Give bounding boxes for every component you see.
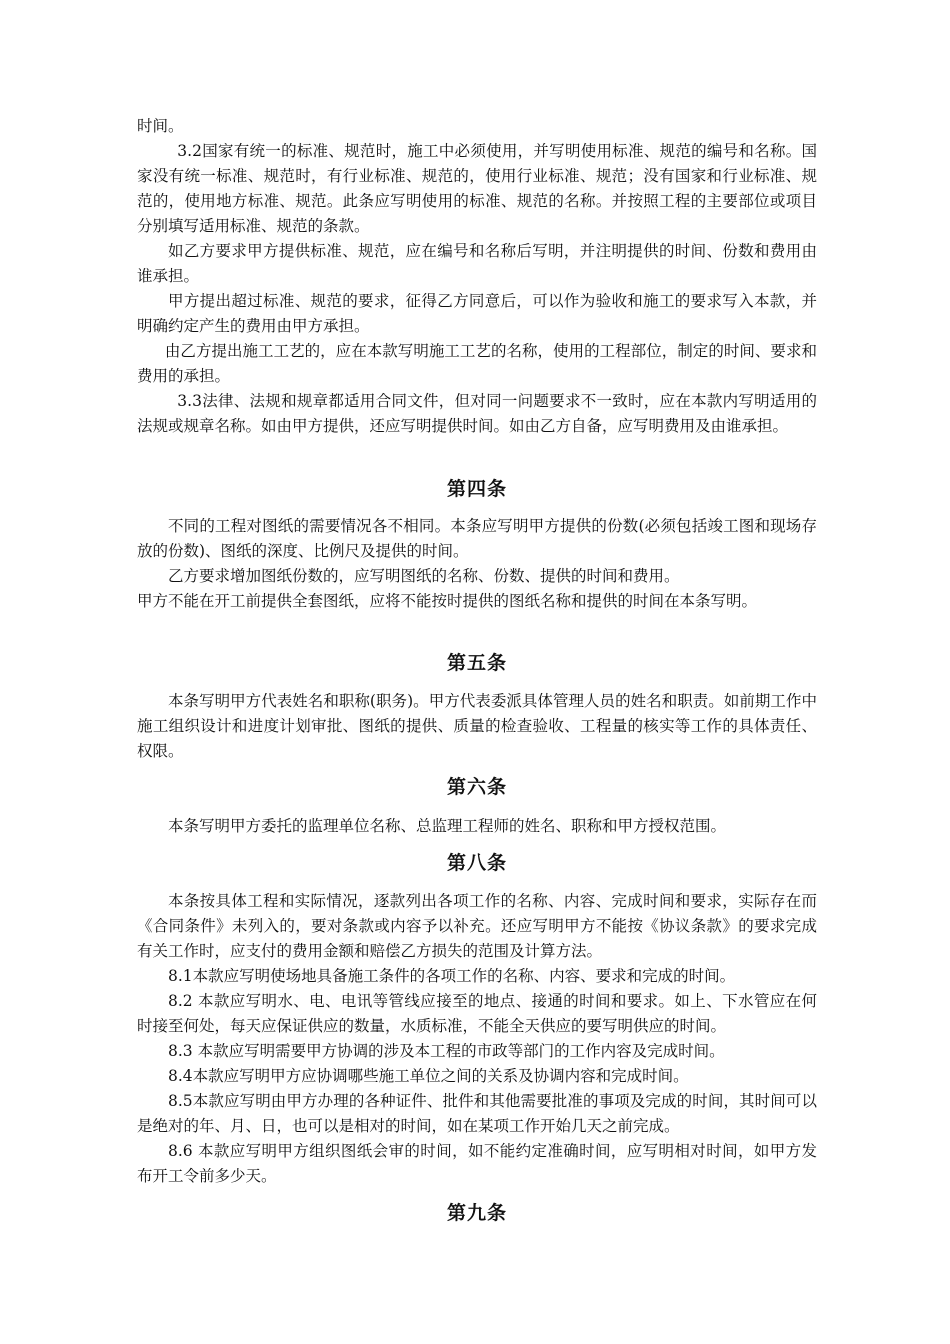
heading-article-9: 第九条 <box>446 1202 507 1224</box>
paragraph-3-2: 3.2国家有统一的标准、规范时，施工中必须使用，并写明使用标准、规范的编号和名称。国家没有统一标准、规范时，有行业标准、规范的，使用行业标准、规范；没有国家和行业标准、规范的，使用地方标准、规范。此条应写明使用的标准、规范的名称。并按照工程的主要部位或项目分别填写适用标准、规范的条款。 <box>137 142 817 235</box>
heading-article-4: 第四条 <box>446 478 507 500</box>
paragraph-article-8-intro: 本条按具体工程和实际情况，逐款列出各项工作的名称、内容、完成时间和要求，实际存在而《合同条件》未列入的，要对条款或内容予以补充。还应写明甲方不能按《协议条款》的要求完成有关工作时，应支付的费用金额和赔偿乙方损失的范围及计算方法。 <box>137 892 817 960</box>
paragraph-exceed-standards: 甲方提出超过标准、规范的要求，征得乙方同意后，可以作为验收和施工的要求写入本款，并明确约定产生的费用由甲方承担。 <box>137 292 817 335</box>
paragraph-8-1: 8.1本款应写明使场地具备施工条件的各项工作的名称、内容、要求和完成的时间。 <box>168 967 736 985</box>
paragraph-8-6: 8.6 本款应写明甲方组织图纸会审的时间，如不能约定准确时间，应写明相对时间，如甲方发布开工令前多少天。 <box>137 1142 817 1185</box>
paragraph-extra-drawings: 乙方要求增加图纸份数的，应写明图纸的名称、份数、提供的时间和费用。 <box>168 567 680 585</box>
paragraph-standards-request: 如乙方要求甲方提供标准、规范，应在编号和名称后写明，并注明提供的时间、份数和费用由谁承担。 <box>137 242 817 285</box>
paragraph-drawings: 不同的工程对图纸的需要情况各不相同。本条应写明甲方提供的份数(必须包括竣工图和现场存放的份数)、图纸的深度、比例尺及提供的时间。 <box>137 517 817 560</box>
heading-article-6: 第六条 <box>446 776 507 798</box>
paragraph-party-a-rep: 本条写明甲方代表姓名和职称(职务)。甲方代表委派具体管理人员的姓名和职责。如前期工作中施工组织设计和进度计划审批、图纸的提供、质量的检查验收、工程量的核实等工作的具体责任、权限。 <box>137 692 817 760</box>
paragraph-8-3: 8.3 本款应写明需要甲方协调的涉及本工程的市政等部门的工作内容及完成时间。 <box>168 1042 725 1060</box>
paragraph-supervisor: 本条写明甲方委托的监理单位名称、总监理工程师的姓名、职称和甲方授权范围。 <box>168 817 727 835</box>
paragraph-late-drawings: 甲方不能在开工前提供全套图纸，应将不能按时提供的图纸名称和提供的时间在本条写明。 <box>137 592 758 610</box>
paragraph-3-3: 3.3法律、法规和规章都适用合同文件，但对同一问题要求不一致时，应在本款内写明适用的法规或规章名称。如由甲方提供，还应写明提供时间。如由乙方自备，应写明费用及由谁承担。 <box>137 392 817 435</box>
paragraph-8-2: 8.2 本款应写明水、电、电讯等管线应接至的地点、接通的时间和要求。如上、下水管应在何时接至何处，每天应保证供应的数量，水质标准，不能全天供应的要写明供应的时间。 <box>137 992 817 1035</box>
paragraph-8-5: 8.5本款应写明由甲方办理的各种证件、批件和其他需要批准的事项及完成的时间，其时间可以是绝对的年、月、日，也可以是相对的时间，如在某项工作开始几天之前完成。 <box>137 1092 817 1135</box>
paragraph-continuation: 时间。 <box>137 117 184 135</box>
paragraph-construction-process: 由乙方提出施工工艺的，应在本款写明施工工艺的名称，使用的工程部位，制定的时间、要求和费用的承担。 <box>137 342 817 385</box>
heading-article-5: 第五条 <box>446 652 507 674</box>
paragraph-8-4: 8.4本款应写明甲方应协调哪些施工单位之间的关系及协调内容和完成时间。 <box>168 1067 689 1085</box>
heading-article-8: 第八条 <box>446 852 507 874</box>
